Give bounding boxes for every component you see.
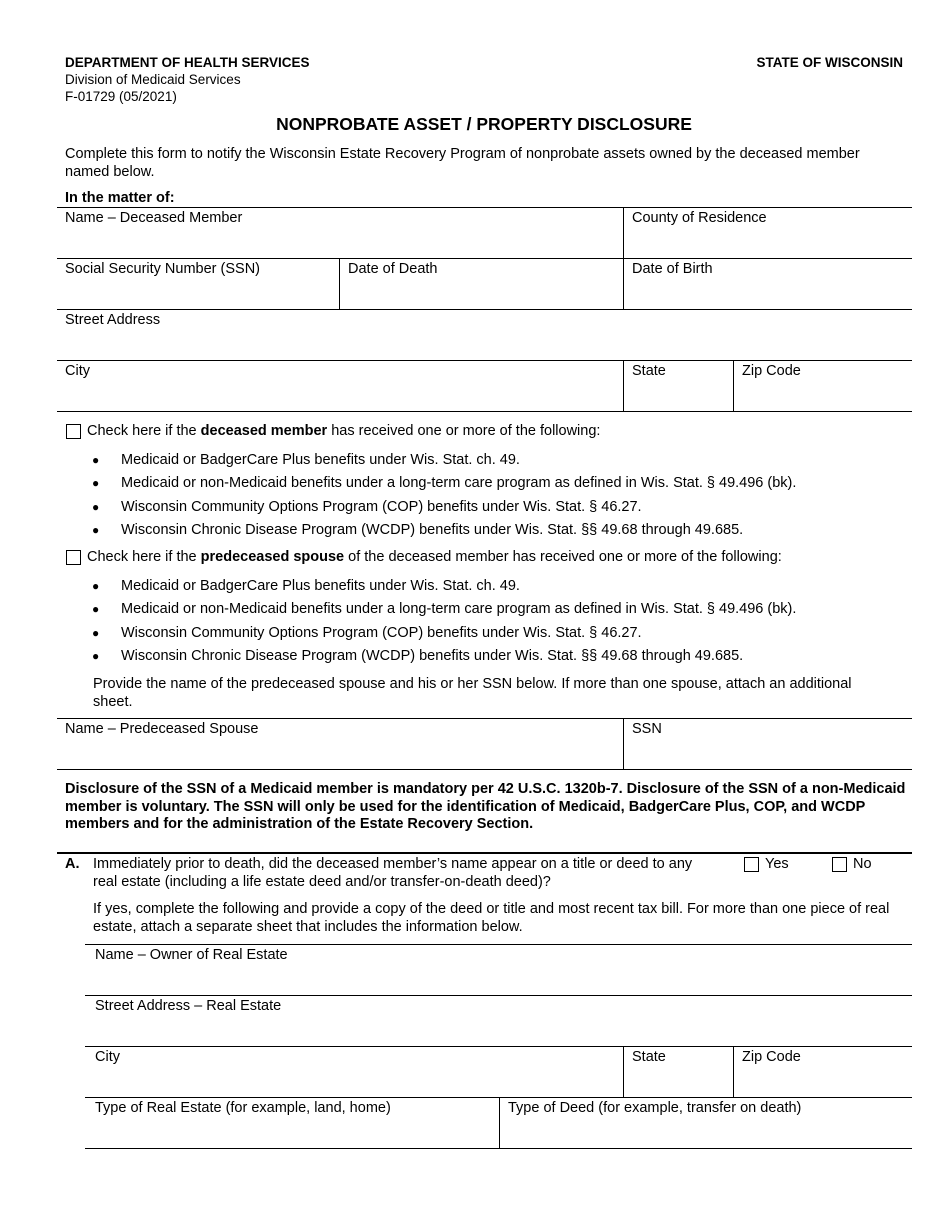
intro-text: Complete this form to notify the Wisconsin Estate Recovery Program of nonprobate assets owned by the deceased member named below. [65,146,860,181]
question-a-instructions: If yes, complete the following and provide a copy of the deed or title and most recent tax bill. For more than one piece of real estate, attach a separate sheet that includes the information below. [93,901,890,936]
list-item: Medicaid or non-Medicaid benefits under a long-term care program as defined in Wis. Stat. § 49.496 (bk). [121,475,797,491]
real-estate-street-field[interactable]: Street Address – Real Estate [95,998,282,1014]
question-a-text: Immediately prior to death, did the deceased member’s name appear on a title or deed to any real estate (including a life estate deed and/or transfer-on-death deed)? [93,856,693,891]
ssn-field[interactable]: Social Security Number (SSN) [65,261,260,277]
list-item: Wisconsin Chronic Disease Program (WCDP) benefits under Wis. Stat. §§ 49.68 through 49.685. [121,522,744,538]
real-estate-state-field[interactable]: State [632,1049,666,1065]
deed-type-field[interactable]: Type of Deed (for example, transfer on death) [508,1100,802,1116]
yes-checkbox[interactable] [744,857,759,872]
list-item: Wisconsin Community Options Program (COP) benefits under Wis. Stat. § 46.27. [121,625,642,641]
predeceased-spouse-checkbox[interactable] [66,550,81,565]
list-item: Wisconsin Community Options Program (COP) benefits under Wis. Stat. § 46.27. [121,499,642,515]
page-title: NONPROBATE ASSET / PROPERTY DISCLOSURE [276,114,692,134]
state-field[interactable]: State [632,363,666,379]
question-a-letter: A. [65,856,80,872]
real-estate-type-field[interactable]: Type of Real Estate (for example, land, home) [95,1100,391,1116]
ssn-disclosure: Disclosure of the SSN of a Medicaid member is mandatory per 42 U.S.C. 1320b-7. Disclosure of the SSN of a non-Medicaid member is voluntary. The SSN will only be used for the identification of Medicaid, BadgerCare Plus, COP, and WCDP members and for the administration of the Estate Recovery Section. [65,781,906,833]
deceased-member-check-label: Check here if the deceased member has received one or more of the following: [87,423,601,439]
state-name: STATE OF WISCONSIN [756,55,903,70]
zip-field[interactable]: Zip Code [742,363,801,379]
real-estate-city-field[interactable]: City [95,1049,120,1065]
date-of-birth-field[interactable]: Date of Birth [632,261,713,277]
county-field[interactable]: County of Residence [632,210,767,226]
date-of-death-field[interactable]: Date of Death [348,261,438,277]
predeceased-spouse-check-label: Check here if the predeceased spouse of the deceased member has received one or more of the following: [87,549,782,565]
list-item: Wisconsin Chronic Disease Program (WCDP) benefits under Wis. Stat. §§ 49.68 through 49.685. [121,648,744,664]
list-item: Medicaid or BadgerCare Plus benefits under Wis. Stat. ch. 49. [121,452,520,468]
yes-label: Yes [765,856,789,872]
deceased-name-field[interactable]: Name – Deceased Member [65,210,243,226]
real-estate-zip-field[interactable]: Zip Code [742,1049,801,1065]
owner-name-field[interactable]: Name – Owner of Real Estate [95,947,288,963]
department-name: DEPARTMENT OF HEALTH SERVICES [65,55,310,70]
matter-label: In the matter of: [65,190,175,206]
no-checkbox[interactable] [832,857,847,872]
spouse-name-field[interactable]: Name – Predeceased Spouse [65,721,259,737]
no-label: No [853,856,872,872]
spouse-ssn-field[interactable]: SSN [632,721,662,737]
list-item: Medicaid or non-Medicaid benefits under a long-term care program as defined in Wis. Stat. § 49.496 (bk). [121,601,797,617]
division-name: Division of Medicaid Services [65,72,241,87]
city-field[interactable]: City [65,363,90,379]
form-number: F-01729 (05/2021) [65,89,177,104]
deceased-member-checkbox[interactable] [66,424,81,439]
spouse-instructions: Provide the name of the predeceased spouse and his or her SSN below. If more than one spouse, attach an additional sheet. [93,676,852,711]
list-item: Medicaid or BadgerCare Plus benefits under Wis. Stat. ch. 49. [121,578,520,594]
street-address-field[interactable]: Street Address [65,312,161,328]
